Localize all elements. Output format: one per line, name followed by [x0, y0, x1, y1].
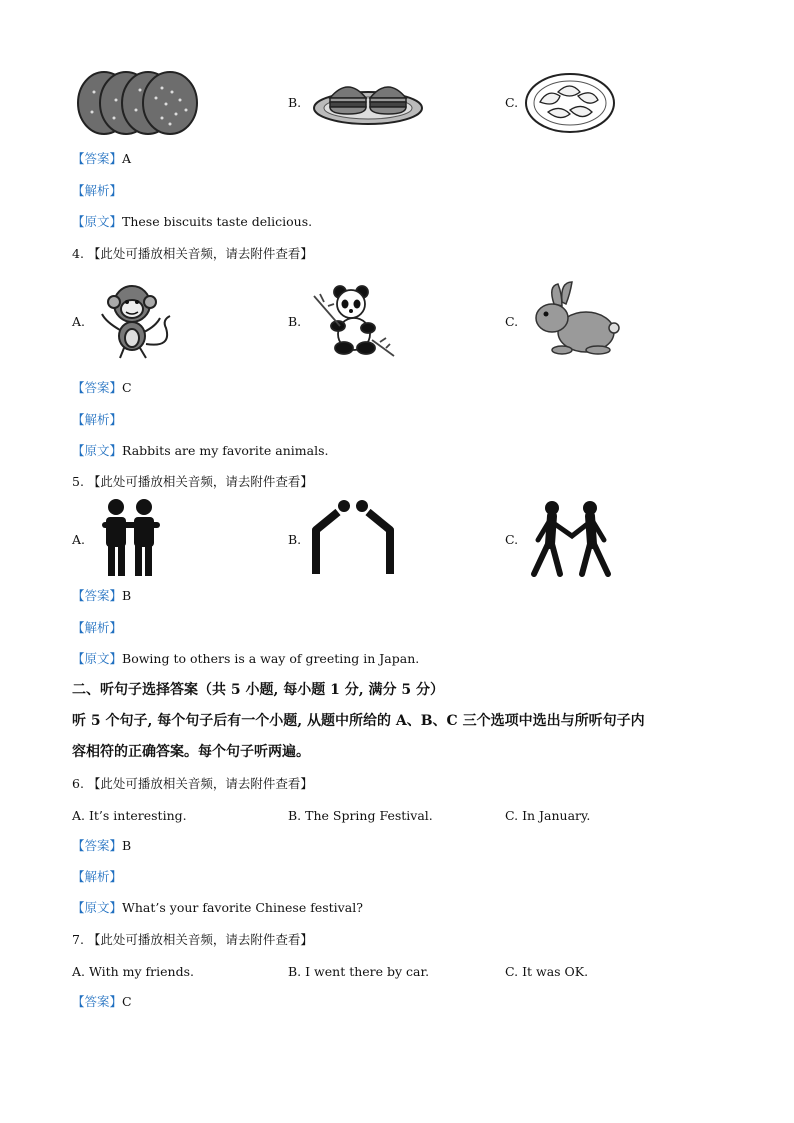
option-c-dumplings-icon[interactable]	[524, 72, 616, 134]
answer-value: C	[122, 380, 132, 395]
q6-option-c[interactable]: C. In January.	[505, 808, 591, 823]
q6-answer	[72, 838, 131, 854]
original-text: What’s your favorite Chinese festival?	[122, 900, 363, 915]
answer-value: C	[122, 994, 132, 1009]
original-tag: 【原文】	[72, 214, 123, 229]
answer-tag: 【答案】	[72, 151, 123, 166]
q6-stem[interactable]: 6. 【此处可播放相关音频，请去附件查看】	[72, 776, 313, 791]
analysis-tag: 【解析】	[72, 412, 123, 427]
original-text: Bowing to others is a way of greeting in Japan.	[122, 651, 420, 666]
section-instruction-line-1: 听 5 个句子, 每个句子后有一个小题, 从题中所给的 A、B、C 三个选项中选出与所听句子内	[72, 713, 645, 729]
q6-option-a[interactable]: A. It’s interesting.	[72, 808, 187, 823]
q4-answer	[72, 380, 132, 396]
answer-tag: 【答案】	[72, 994, 123, 1009]
section-heading: 二、听句子选择答案（共 5 小题, 每小题 1 分, 满分 5 分）	[72, 682, 444, 698]
option-c-label: C.	[505, 95, 519, 110]
q6-option-b[interactable]: B. The Spring Festival.	[288, 808, 433, 823]
q7-stem[interactable]: 7. 【此处可播放相关音频，请去附件查看】	[72, 932, 313, 947]
q6-analysis	[72, 869, 122, 885]
q4-analysis	[72, 412, 122, 428]
option-b-panda-icon[interactable]	[310, 282, 396, 360]
original-tag: 【原文】	[72, 900, 123, 915]
option-c-handshake-icon[interactable]	[528, 500, 614, 578]
q5-answer	[72, 588, 131, 604]
section-instruction-line-2: 容相符的正确答案。每个句子听两遍。	[72, 744, 310, 760]
option-b-label: B.	[288, 95, 302, 110]
q7-option-c[interactable]: C. It was OK.	[505, 964, 589, 979]
answer-value: B	[122, 838, 132, 853]
option-a-label: A.	[72, 314, 86, 329]
q5-analysis	[72, 620, 122, 636]
original-text: These biscuits taste delicious.	[122, 214, 313, 229]
q5-original	[72, 651, 419, 667]
answer-tag: 【答案】	[72, 588, 123, 603]
option-b-label: B.	[288, 314, 302, 329]
answer-tag: 【答案】	[72, 838, 123, 853]
q3-original	[72, 214, 312, 230]
q7-option-a[interactable]: A. With my friends.	[72, 964, 194, 979]
option-a-biscuits-icon[interactable]	[76, 70, 200, 136]
option-b-hamburgers-icon[interactable]	[312, 72, 424, 126]
option-a-label: A.	[72, 532, 86, 547]
q4-original	[72, 443, 329, 459]
analysis-tag: 【解析】	[72, 183, 123, 198]
option-c-rabbit-icon[interactable]	[526, 280, 620, 360]
option-b-label: B.	[288, 532, 302, 547]
q6-original	[72, 900, 363, 916]
q7-answer	[72, 994, 132, 1010]
option-a-hugging-icon[interactable]	[98, 498, 164, 578]
q3-answer	[72, 151, 131, 167]
answer-value: A	[122, 151, 132, 166]
q7-option-b[interactable]: B. I went there by car.	[288, 964, 430, 979]
option-c-label: C.	[505, 314, 519, 329]
analysis-tag: 【解析】	[72, 869, 123, 884]
q3-analysis	[72, 183, 122, 199]
original-text: Rabbits are my favorite animals.	[122, 443, 329, 458]
option-c-label: C.	[505, 532, 519, 547]
option-b-bowing-icon[interactable]	[310, 498, 396, 578]
q4-stem[interactable]: 4. 【此处可播放相关音频，请去附件查看】	[72, 246, 313, 261]
answer-tag: 【答案】	[72, 380, 123, 395]
original-tag: 【原文】	[72, 651, 123, 666]
original-tag: 【原文】	[72, 443, 123, 458]
q5-stem[interactable]: 5. 【此处可播放相关音频，请去附件查看】	[72, 474, 313, 489]
analysis-tag: 【解析】	[72, 620, 123, 635]
answer-value: B	[122, 588, 132, 603]
option-a-monkey-icon[interactable]	[94, 282, 180, 360]
